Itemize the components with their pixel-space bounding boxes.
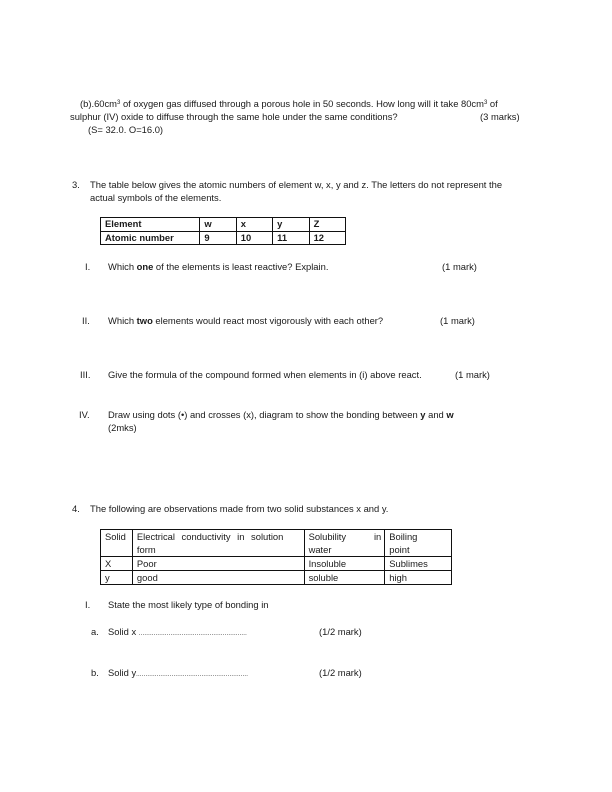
q3-part-iii-marks: (1 mark) xyxy=(455,369,490,380)
q2b-text: of oxygen gas diffused through a porous hole in 50 seconds. How long will it take 80cm xyxy=(120,98,484,109)
table-header-cell xyxy=(132,530,304,557)
table-cell: good xyxy=(132,571,304,585)
q4-subpart-b-label: b. xyxy=(91,667,99,678)
emphasis: two xyxy=(136,315,153,326)
q4-text: The following are observations made from two solid substances x and y. xyxy=(90,503,389,514)
q4-subpart-a-text xyxy=(108,626,247,640)
table-cell: Sublimes xyxy=(385,557,452,571)
q4-subpart-a-marks: (1/2 mark) xyxy=(319,626,362,637)
text: Draw using dots (•) and crosses (x), diagram to show the bonding between xyxy=(108,409,421,420)
q3-part-iv-text xyxy=(108,409,454,421)
header-text: Solubility xyxy=(308,531,347,542)
header-text: in xyxy=(373,531,382,542)
q3-number: 3. xyxy=(72,179,80,190)
table-cell: X xyxy=(101,557,133,571)
table-cell: 10 xyxy=(236,231,272,245)
q3-part-i-text xyxy=(108,261,328,273)
table-cell: w xyxy=(200,218,236,232)
observations-table xyxy=(100,529,452,585)
q2b-marks: (3 marks) xyxy=(480,111,520,122)
q3-part-ii-number: II. xyxy=(82,315,90,326)
header-text: point xyxy=(389,544,410,555)
table-header-cell: Solid xyxy=(101,530,133,557)
table-row xyxy=(101,557,452,571)
q4-part-i-text: State the most likely type of bonding in xyxy=(108,599,269,610)
table-header-cell xyxy=(385,530,452,557)
q3-part-iii-text: Give the formula of the compound formed when elements in (i) above react. xyxy=(108,369,422,380)
emphasis: w xyxy=(446,409,454,420)
header-text: Boiling xyxy=(389,531,418,542)
table-cell: Z xyxy=(309,218,345,232)
q4-part-i-number: I. xyxy=(85,599,91,610)
text: Which xyxy=(108,261,137,272)
text: Solid y xyxy=(108,667,137,678)
header-text: Electrical conductivity in solution xyxy=(136,531,284,542)
table-cell: Poor xyxy=(132,557,304,571)
table-cell: 11 xyxy=(273,231,309,245)
emphasis: one xyxy=(136,261,154,272)
q4-number: 4. xyxy=(72,503,80,514)
q2b-atomic-masses: (S= 32.0. O=16.0) xyxy=(88,124,164,135)
emphasis: y xyxy=(420,409,426,420)
table-row xyxy=(101,571,452,585)
table-cell: soluble xyxy=(304,571,385,585)
q4-subpart-a-label: a. xyxy=(91,626,99,637)
header-text: form xyxy=(136,544,156,555)
q3-part-iv-marks: (2mks) xyxy=(108,422,137,433)
table-cell: 12 xyxy=(309,231,345,245)
table-cell: high xyxy=(385,571,452,585)
q3-part-iii-number: III. xyxy=(80,369,91,380)
q3-line1: The table below gives the atomic numbers of element w, x, y and z. The letters do not represent the xyxy=(90,179,503,190)
q2b-line1 xyxy=(80,98,498,110)
q3-part-ii-text xyxy=(108,315,383,327)
table-row xyxy=(101,218,346,232)
table-header-cell xyxy=(304,530,385,557)
q3-part-ii-marks: (1 mark) xyxy=(440,315,475,326)
text: and xyxy=(425,409,447,420)
table-cell: Element xyxy=(101,218,200,232)
table-row xyxy=(101,231,346,245)
text: elements would react most vigorously with each other? xyxy=(152,315,384,326)
table-row xyxy=(101,530,452,557)
header-text: water xyxy=(308,544,332,555)
q4-subpart-b-text xyxy=(108,667,248,681)
header-line xyxy=(309,530,385,543)
q4-subpart-b-marks: (1/2 mark) xyxy=(319,667,362,678)
q3-line2: actual symbols of the elements. xyxy=(90,192,222,203)
table-cell: y xyxy=(101,571,133,585)
table-cell: 9 xyxy=(200,231,236,245)
table-cell: Atomic number xyxy=(101,231,200,245)
superscript: 3 xyxy=(483,100,488,106)
table-cell: x xyxy=(236,218,272,232)
q2b-text: (b).60cm xyxy=(80,98,117,109)
table-cell: Insoluble xyxy=(304,557,385,571)
superscript: 3 xyxy=(117,100,121,106)
q3-part-iv-number: IV. xyxy=(79,409,90,420)
answer-blank[interactable]: ............................................................ xyxy=(136,672,249,678)
q2b-text: of xyxy=(487,98,498,109)
text: Which xyxy=(108,315,137,326)
q3-part-i-marks: (1 mark) xyxy=(442,261,477,272)
q3-part-i-number: I. xyxy=(85,261,91,272)
text: of the elements is least reactive? Explain. xyxy=(153,261,329,272)
text: Solid x xyxy=(108,626,139,637)
atomic-number-table xyxy=(100,217,346,245)
q2b-line2: sulphur (IV) oxide to diffuse through the same hole under the same conditions? xyxy=(70,111,398,122)
answer-blank[interactable]: .......................................................... xyxy=(138,631,248,637)
table-cell: y xyxy=(273,218,309,232)
